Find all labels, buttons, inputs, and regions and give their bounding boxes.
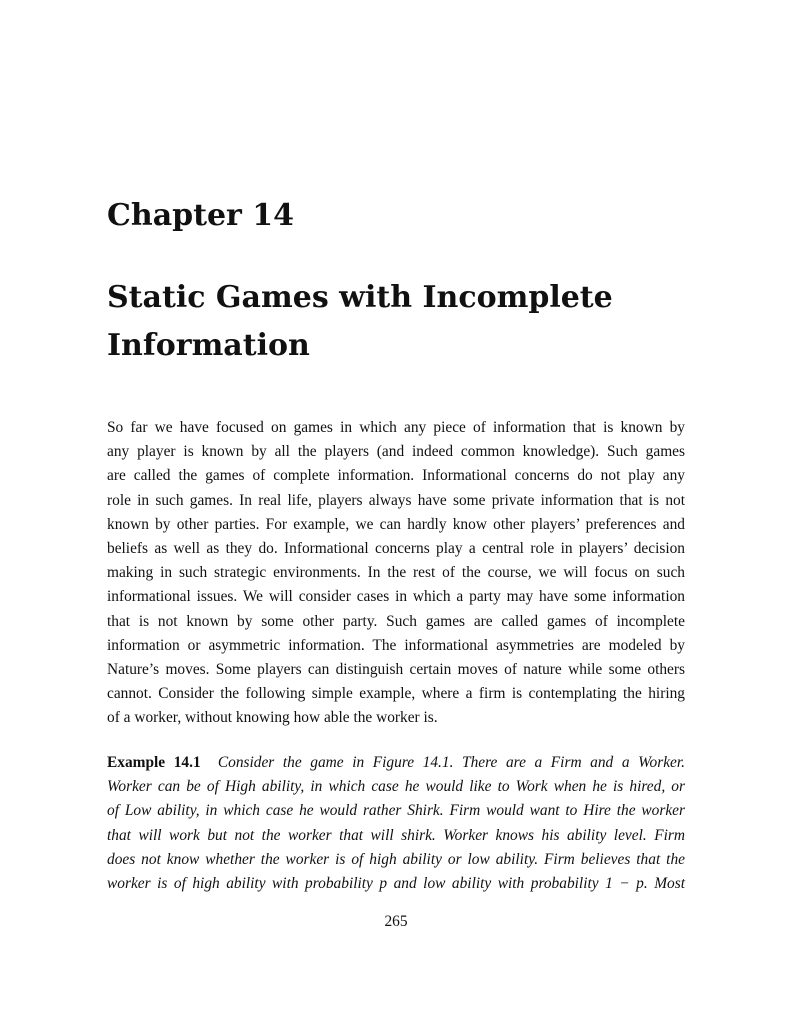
paragraph-line: So far we have focused on games in which any piece of information that is known by <box>107 419 685 436</box>
example-label: Example 14.1 <box>107 754 201 771</box>
paragraph-line: cannot. Consider the following simple example, where a firm is contemplating the hiring <box>107 685 685 703</box>
chapter-label: Chapter 14 <box>107 198 295 233</box>
paragraph-line: known by other parties. For example, we can hardly know other players’ preferences and <box>107 515 685 533</box>
page-number: 265 <box>384 913 408 930</box>
example-first-line-text: Consider the game in Figure 14.1. There are a Firm and a Worker. <box>217 754 685 771</box>
paragraph-line: making in such strategic environments. In the rest of the course, we will focus on such <box>107 564 685 582</box>
paragraph-line: informational issues. We will consider cases in which a party may have some information <box>107 588 685 606</box>
paragraph-line: are called the games of complete information. Informational concerns do not play any <box>107 467 685 485</box>
paragraph-line: role in such games. In real life, players always have some private information that is not <box>107 491 685 509</box>
chapter-title <box>107 274 685 370</box>
paragraph-line: beliefs as well as they do. Informational concerns play a central role in players’ decision <box>107 539 685 557</box>
chapter-title-line: Static Games with Incomplete <box>107 280 613 315</box>
chapter-title-line: Information <box>107 328 310 363</box>
intro-paragraph <box>107 416 685 730</box>
paragraph-line: information or asymmetric information. The informational asymmetries are modeled by <box>107 636 685 654</box>
example-line: worker is of high ability with probability p and low ability with probability 1 − p. Most <box>107 874 685 892</box>
example-line: that will work but not the worker that will shirk. Worker knows his ability level. Firm <box>107 826 685 844</box>
example-line: does not know whether the worker is of high ability or low ability. Firm believes that the <box>107 850 685 868</box>
paragraph-line: that is not known by some other party. Such games are called games of incomplete <box>107 612 685 630</box>
paragraph-line: any player is known by all the players (and indeed common knowledge). Such games <box>107 443 685 461</box>
example-first-line <box>107 751 685 775</box>
paragraph-line: Nature’s moves. Some players can distinguish certain moves of nature while some others <box>107 660 685 678</box>
example-block <box>107 751 685 896</box>
example-line: Worker can be of High ability, in which case he would like to Work when he is hired, or <box>107 778 685 796</box>
example-line: of Low ability, in which case he would rather Shirk. Firm would want to Hire the worker <box>107 802 685 820</box>
paragraph-line: of a worker, without knowing how able the worker is. <box>107 709 438 727</box>
